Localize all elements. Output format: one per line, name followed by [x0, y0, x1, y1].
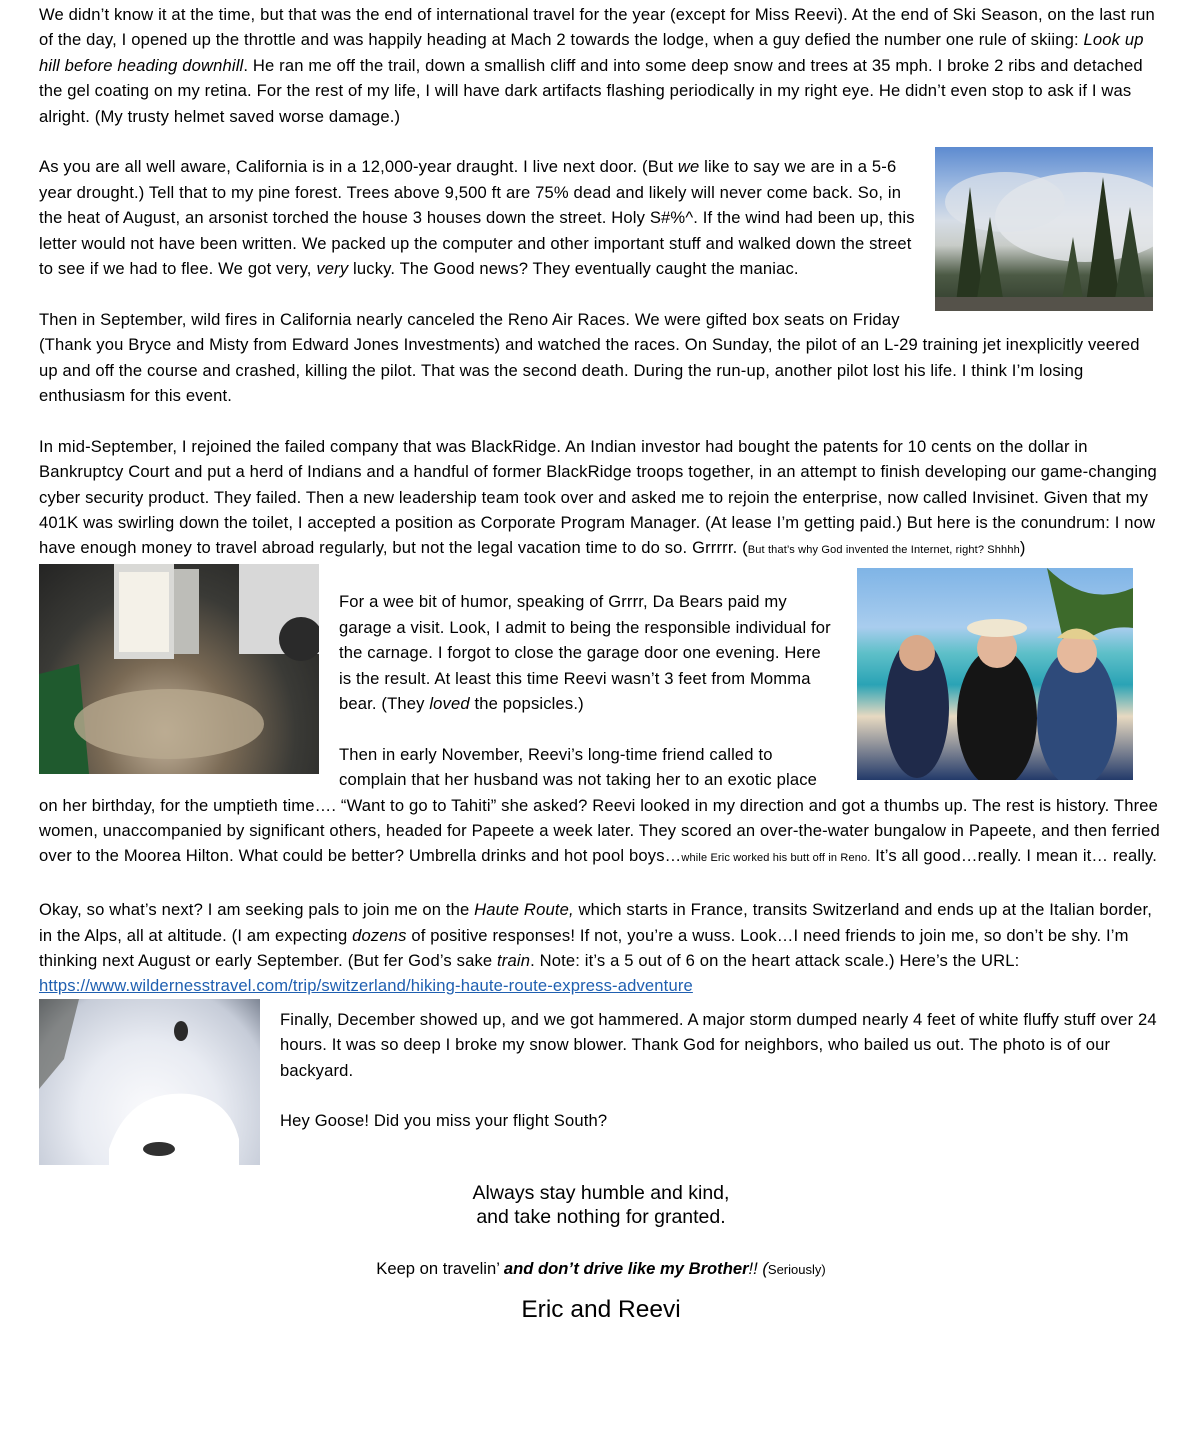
haute-route-url-link[interactable]: https://www.wildernesstravel.com/trip/switzerland/hiking-haute-route-express-adventure — [39, 976, 693, 996]
haute-route-paragraph: Okay, so what’s next? I am seeking pals to join me on the Haute Route, which starts in France, transits Switzerland and ends up at the Italian border, in the Alps, all at altitude. (I am expecting dozens of positive responses! If not, you’re a wuss. Look…I need friends to join me, so don’t be shy. I’m thinking next August or early September. (But fer God’s sake train. Note: it’s a 5 out of 6 on the heart attack scale.) Here’s the URL: https://www.wildernesstravel.com/trip/switzerland/hiking-haute-route-express-adventure — [39, 900, 1153, 996]
keep-travelin-line: Keep on travelin’ and don’t drive like my Brother!! (Seriously) — [376, 1258, 826, 1278]
bear-paragraph: For a wee bit of humor, speaking of Grrrr, Da Bears paid my garage a visit. Look, I admit to being the responsible individual for the carnage. I forgot to close the garage door one evening. Here is the result. At least this time Reevi wasn’t 3 feet from Momma bear. (They loved the popsicles.) — [339, 592, 831, 713]
snowy-backyard-photo — [39, 999, 260, 1165]
tahiti-paragraph: Then in early November, Reevi’s long-time friend called to complain that her husband was not taking her to an exotic place on her birthday, for the umptieth time…. “Want to go to Tahiti” she asked? Reevi looked in my direction and got a thumbs up. The rest is history. Three women, unaccompanied by significant others, headed for Papeete a week later. They scored an over-the-water bungalow in Papeete, and then ferried over to the Moorea Hilton. What could be better? Umbrella drinks and hot pool boys…while Eric worked his butt off in Reno. It’s all good…really. I mean it… really. — [39, 744, 1160, 866]
signature: Eric and Reevi — [521, 1295, 681, 1323]
blackridge-paragraph: In mid-September, I rejoined the failed company that was BlackRidge. An Indian investor had bought the patents for 10 cents on the dollar in Bankruptcy Court and put a herd of Indians and a handful of former BlackRidge troops together, in an attempt to finish developing our game-changing cyber security product. They failed. Then a new leadership team took over and asked me to rejoin the enterprise, now called Invisinet. Given that my 401K was swirling down the toilet, I accepted a position as Corporate Program Manager. (At lease I’m getting paid.) But here is the conundrum: I now have enough money to travel abroad regularly, but not the legal vacation time to do so. Grrrrr. (But that’s why God invented the Internet, right? Shhhh) — [39, 436, 1157, 558]
december-storm-paragraph: Finally, December showed up, and we got hammered. A major storm dumped nearly 4 feet of white fluffy stuff over 24 hours. It was so deep I broke my snow blower. Thank God for neighbors, who bailed us out. The photo is of our backyard. — [280, 1009, 1157, 1080]
wildfire-smoke-photo — [935, 147, 1153, 311]
ski-rule-italic: Look up hill before heading downhill — [39, 30, 1144, 75]
bear-garage-photo — [39, 564, 319, 774]
goose-line: Hey Goose! Did you miss your flight South? — [280, 1111, 608, 1131]
closing-motto: Always stay humble and kind, and take nothing for granted. — [472, 1181, 730, 1228]
ski-paragraph: We didn’t know it at the time, but that was the end of international travel for the year (except for Miss Reevi). At the end of Ski Season, on the last run of the day, I opened up the throttle and was happily heading at Mach 2 towards the lodge, when a guy defied the number one rule of skiing: Look up hill before heading downhill. He ran me off the trail, down a smallish cliff and into some deep snow and trees at 35 mph. I broke 2 ribs and detached the gel coating on my retina. For the rest of my life, I will have dark artifacts flashing periodically in my right eye. He didn’t even stop to ask if I was alright. (My trusty helmet saved worse damage.) — [39, 5, 1155, 126]
letter-page — [39, 2, 1163, 1325]
air-races-paragraph: Then in September, wild fires in California nearly canceled the Reno Air Races. We were gifted box seats on Friday (Thank you Bryce and Misty from Edward Jones Investments) and watched the races. On Sunday, the pilot of an L-29 training jet inexplicitly veered up and off the course and crashed, killing the pilot. That was the second death. During the run-up, another pilot lost his life. I think I’m losing enthusiasm for this event. — [39, 309, 1140, 406]
wildfire-paragraph: As you are all well aware, California is in a 12,000-year draught. I live next door. (But we like to say we are in a 5-6 year drought.) Tell that to my pine forest. Trees above 9,500 ft are 75% dead and likely will never come back. So, in the heat of August, an arsonist torched the house 3 houses down the street. Holy S#%^. If the wind had been up, this letter would not have been written. We packed up the computer and other important stuff and walked down the street to see if we had to flee. We got very, very lucky. The Good news? They eventually caught the maniac. — [39, 157, 915, 279]
tahiti-friends-photo — [857, 568, 1133, 780]
